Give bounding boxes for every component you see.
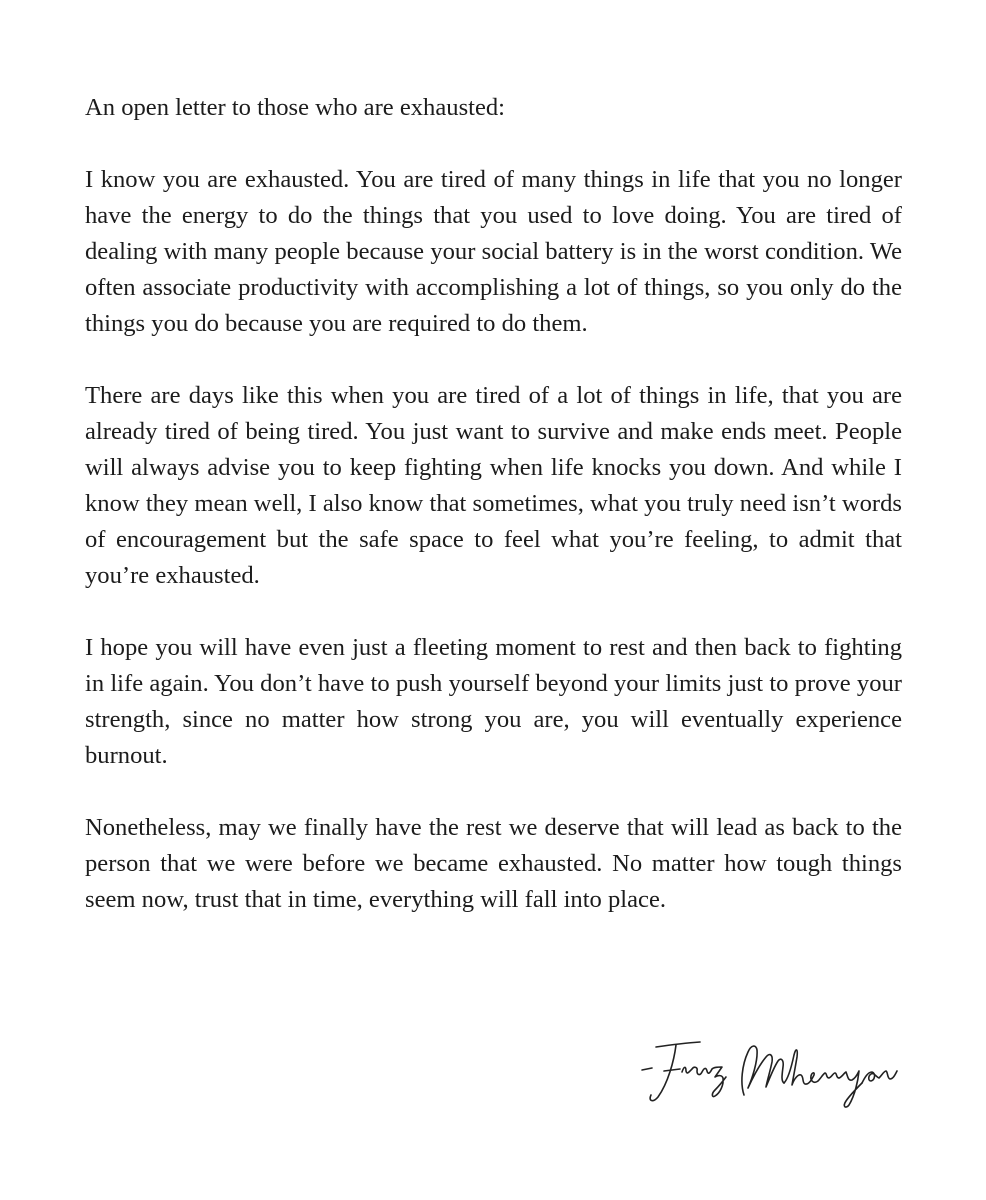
letter-paragraph-3: I hope you will have even just a fleeting moment to rest and then back to fighting in life again. You don’t have to push yourself beyond your limits just to prove your strength, since no matter how strong you are, you will eventually experience burnout. — [85, 634, 902, 769]
letter-paragraph-2: There are days like this when you are tired of a lot of things in life, that you are already tired of being tired. You just want to survive and make ends meet. People will always advise you to keep fighting when life knocks you down. And while I know they mean well, I also know that sometimes, what you truly need isn’t words of encouragement but the safe space to feel what you’re feeling, to admit that you’re exhausted. — [85, 382, 902, 589]
letter-body — [85, 90, 902, 918]
signature-script-icon — [636, 1025, 906, 1110]
letter-paragraph-1: I know you are exhausted. You are tired of many things in life that you no longer have the energy to do the things that you used to love doing. You are tired of dealing with many people because your social battery is in the worst condition. We often associate productivity with accomplishing a lot of things, so you only do the things you do because you are required to do them. — [85, 166, 902, 337]
letter-paragraph-4: Nonetheless, may we finally have the rest we deserve that will lead as back to the person that we were before we became exhausted. No matter how tough things seem now, trust that in time, everything will fall into place. — [85, 814, 902, 913]
letter-greeting: An open letter to those who are exhausted: — [85, 94, 506, 121]
signature — [636, 1025, 906, 1110]
